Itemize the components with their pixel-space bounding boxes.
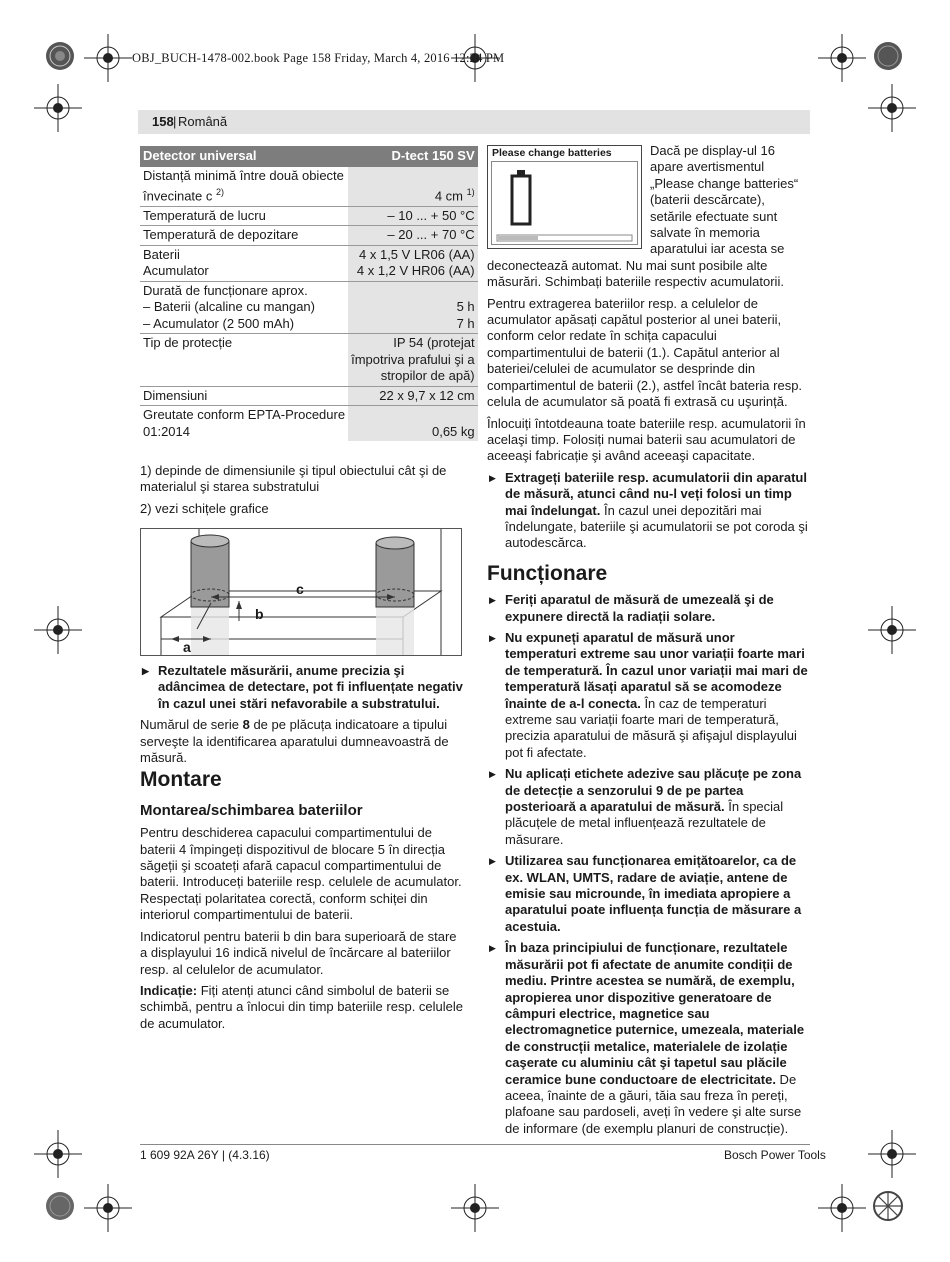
footnote-2: 2) vezi schițele grafice (140, 500, 269, 516)
footer-doc-code: 1 609 92A 26Y | (4.3.16) (140, 1148, 270, 1162)
table-row (140, 206, 478, 226)
display-warning-paragraph: Dacă pe display-ul 16 apare avertismentul „Please change batteries“ (baterii descărcate), setările efectuate sunt salvate în memoria aparatului iar acesta se deconectează automat. Nu mai sunt posibile alte măsurări. Schimbați bateriile respectiv acumulatorii. (487, 143, 799, 290)
spec-value: 4 cm $^{1)}$ (348, 167, 478, 207)
crosshair-mark-right-middle (868, 606, 916, 654)
section-heading-montare: Montare (140, 768, 222, 792)
battery-replace-all-paragraph: Înlocuiți întotdeauna toate bateriile resp. acumulatorii în acelaşi timp. Folosiți numai baterii sau acumulatori de aceeaşi fabricație şi având aceeaşi capacitate. (487, 415, 806, 464)
registration-mark-top-left (40, 36, 80, 76)
spec-table-header-product: Detector universal (140, 146, 348, 167)
spec-value: 22 x 9,7 x 12 cm (348, 386, 478, 406)
crosshair-mark-right-upper (868, 84, 916, 132)
diagram-label-b: b (255, 606, 264, 622)
crosshair-mark-top-left (84, 34, 132, 82)
table-row (140, 406, 478, 442)
footer-brand: Bosch Power Tools (724, 1148, 826, 1162)
crosshair-mark-left-middle (34, 606, 82, 654)
spec-value: 0,65 kg (348, 406, 478, 442)
print-header: OBJ_BUCH-1478-002.book Page 158 Friday, March 4, 2016 12:24 PM (132, 51, 505, 65)
registration-mark-bottom-right (868, 1186, 908, 1226)
serial-number-paragraph: Numărul de serie 8 de pe plăcuța indicatoare a tipului serveşte la identificarea aparatului dumneavoastră de măsură. (140, 717, 449, 766)
func-bullet-3: ▶ Nu aplicați etichete adezive sau plăcuțe pe zona de detecție a senzorului 9 de pe partea posterioară a aparatului de măsură. În special plăcuțele de metal influențează rezultatele de măsurare. (487, 766, 809, 848)
spec-table (140, 146, 478, 441)
crosshair-mark-left-upper (34, 84, 82, 132)
table-row (140, 245, 478, 281)
func-bullet-4: ▶ Utilizarea sau funcționarea emițătoarelor, ca de ex. WLAN, UMTS, radare de aviație, antene de emisie sau microunde, în imediata apropiere a aparatului poate influența funcția de măsurare a acestuia. (487, 853, 809, 935)
remove-batteries-bullet: ▶ Extrageți bateriile resp. acumulatorii din aparatul de măsură, atunci când nu-l veți folosi un timp mai îndelungat. În cazul unei depozitări mai îndelungate, bateriile şi acumulatorii se pot coroda şi autodescărca. (487, 470, 809, 552)
note-paragraph: Indicație: Fiți atenți atunci când simbolul de baterii se schimbă, pentru a înlocui din timp bateriile resp. celulele de acumulator. (140, 982, 464, 1031)
battery-install-paragraph: Pentru deschiderea capacului compartimentului de baterii 4 împingeți dispozitivul de blocare 5 în direcția săgeții şi scoateți afară capacul compartimentului de baterii. Introduceți bateriile resp. celulele de acumulator. Respectați polaritatea corectă, conform schiței din interiorul compartimentului de baterii. (140, 825, 462, 923)
diagram-label-a: a (183, 639, 191, 655)
crosshair-mark-left-lower (34, 1130, 82, 1178)
spec-label: Durată de funcționare aprox. – Baterii (alcaline cu mangan) – Acumulator (2 500 mAh) (140, 281, 348, 334)
crosshair-mark-top-right (818, 34, 866, 82)
table-row (140, 167, 478, 207)
page-number: 158 (152, 114, 174, 129)
func-bullet-1: ▶ Feriți aparatul de măsură de umezeală şi de expunere directă la radiații solare. (487, 592, 809, 625)
spec-value: 5 h 7 h (348, 281, 478, 334)
table-row (140, 334, 478, 387)
func-bullet-2: ▶ Nu expuneți aparatul de măsură unor temperaturi extreme sau unor variații foarte mari de temperatură. În cazul unor variații mai mari de temperatură lăsați aparatul să se acomodeze înainte de a-l conecta. În caz de temperaturi extreme sau variații foarte mari de temperatură, precizia aparatului de măsură şi afişajul displayului pot fi afectate. (487, 630, 809, 761)
footer-divider (140, 1144, 810, 1145)
spec-label: Greutate conform EPTA-Procedure 01:2014 (143, 407, 346, 439)
table-row (140, 386, 478, 406)
display-warning-text: Please change batteries (492, 147, 612, 159)
spec-label: Tip de protecție (140, 334, 348, 387)
spec-value: – 10 ... + 50 °C (348, 206, 478, 226)
spec-label: Temperatură de depozitare (140, 226, 348, 246)
table-row (140, 226, 478, 246)
left-column-content (140, 663, 466, 1037)
registration-mark-bottom-left (40, 1186, 80, 1226)
battery-removal-paragraph: Pentru extragerea bateriilor resp. a celulelor de acumulator apăsați capătul posterior al unei baterii, conform celor redate în schița capacului compartimentului de baterii (1.). Capătul anterior al bateriei/celulei de acumulator se desprinde din compartimentul de baterii (2.), astfel încât bateria resp. celula de acumulator să poată fi extrasă cu uşurință. (487, 295, 803, 410)
header-separator: | (173, 114, 177, 129)
spec-label: Baterii Acumulator (140, 245, 348, 281)
func-bullet-5: ▶ În baza principiului de funcționare, rezultatele măsurării pot fi afectate de anumite condiții de mediu. Printre acestea se numără, de exemplu, apropierea unor dispozitive generatoare de câmpuri electrice, magnetice sau electromagnetice puternice, umezeala, materiale de construcții metalice, materialele de izolație caşerate cu aluminiu cât şi tapetul sau plăcile ceramice bune conductoare de electricitate. De aceea, înainte de a găuri, tăia sau freza în pereți, plafoane sau pardoseli, aveți în vedere şi alte surse de informare (de exemplu planuri de construcție). (487, 940, 809, 1137)
page-header-bar (138, 110, 810, 134)
page-language: Română (178, 114, 228, 129)
crosshair-mark-bottom-right (818, 1184, 866, 1232)
registration-mark-top-right (868, 36, 908, 76)
spec-label: Distanță minimă între două obiecte învecinate c $^{2)}$ (140, 167, 348, 207)
crosshair-mark-bottom-center (451, 1184, 499, 1232)
section-heading-functionare: Funcționare (487, 561, 608, 585)
battery-indicator-paragraph: Indicatorul pentru baterii b din bara superioară de stare a displayului 16 indică nivelul de încărcare al bateriilor resp. al celulelor de acumulator. (140, 928, 457, 977)
substrate-warning-bullet: ▶ Rezultatele măsurării, anume precizia şi adâncimea de detectare, pot fi influențate negativ în cazul unei stări nefavorabile a substratului. (140, 663, 466, 712)
spec-label: Temperatură de lucru (140, 206, 348, 226)
subheading-battery-replacement: Montarea/schimbarea bateriilor (140, 801, 363, 819)
float-spacer (487, 143, 650, 251)
spec-value: 4 x 1,5 V LR06 (AA) 4 x 1,2 V HR06 (AA) (348, 245, 478, 281)
diagram-label-c: c (296, 581, 304, 597)
spec-value: IP 54 (protejat împotriva prafului şi a stropilor de apă) (348, 334, 478, 387)
right-column-content (487, 143, 809, 1142)
spec-value: – 20 ... + 70 °C (348, 226, 478, 246)
spec-table-header-model: D-tect 150 SV (348, 146, 478, 167)
footnotes (140, 463, 465, 522)
crosshair-mark-bottom-left (84, 1184, 132, 1232)
crosshair-mark-right-lower (868, 1130, 916, 1178)
footnote-1: 1) depinde de dimensiunile şi tipul obiectului cât şi de materialul şi starea substratului (140, 463, 447, 495)
table-row (140, 281, 478, 334)
substrate-diagram (140, 528, 462, 656)
spec-label: Dimensiuni (140, 386, 348, 406)
